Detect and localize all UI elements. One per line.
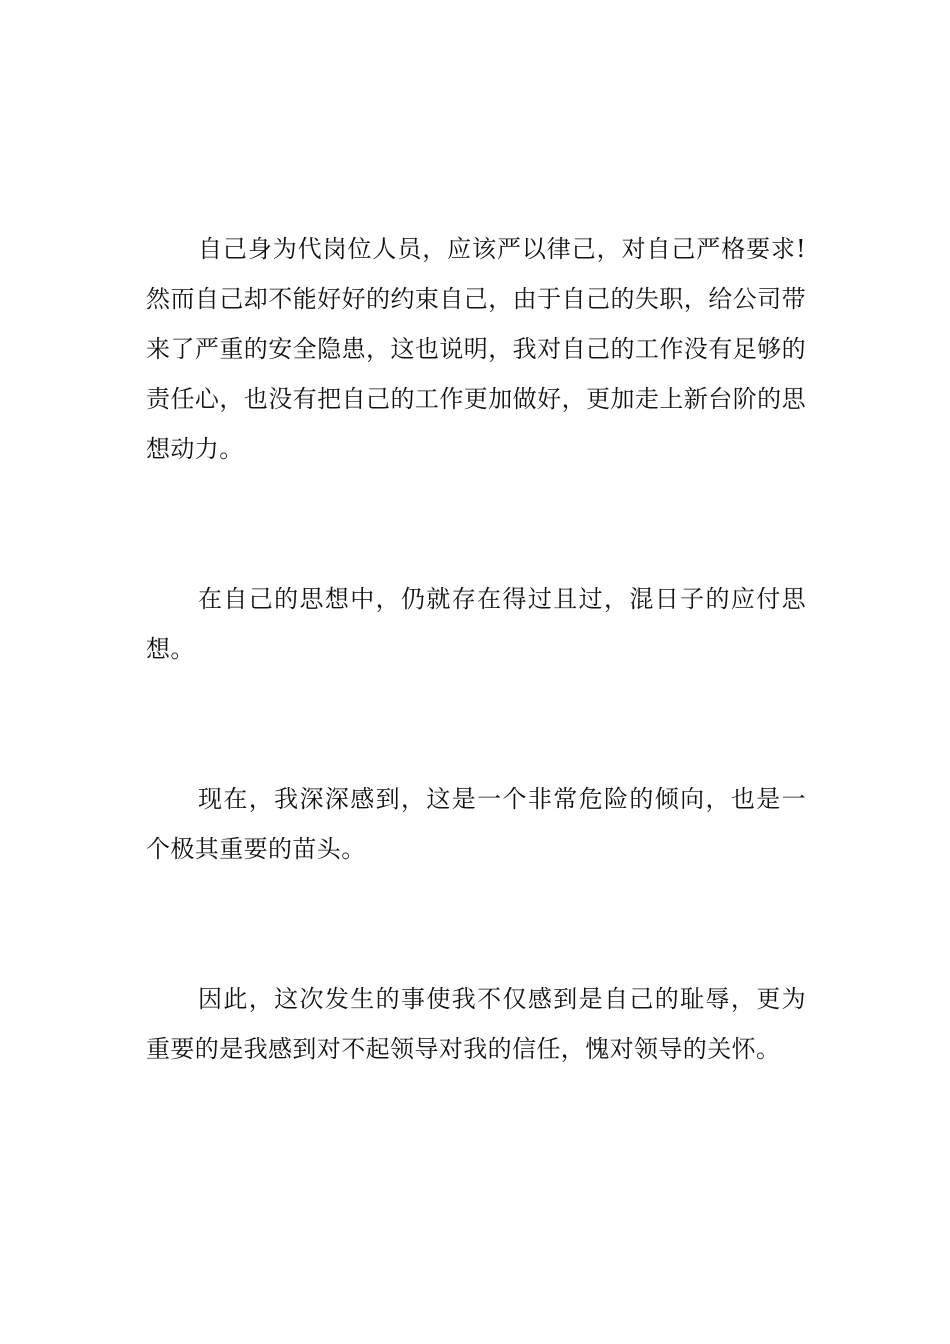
paragraph-mindset: 在自己的思想中，仍就存在得过且过，混日子的应付思想。	[146, 585, 806, 663]
paragraph-responsibility: 自己身为代岗位人员，应该严以律己，对自己严格要求!然而自己却不能好好的约束自己，由于自己的失职，给公司带来了严重的安全隐患，这也说明，我对自己的工作没有足够的责任心，也没有把自己的工作更加做好，更加走上新台阶的思想动力。	[146, 235, 806, 463]
paragraph-shame: 因此，这次发生的事使我不仅感到是自己的耻辱，更为重要的是我感到对不起领导对我的信任，愧对领导的关怀。	[146, 985, 806, 1063]
paragraph-danger: 现在，我深深感到，这是一个非常危险的倾向，也是一个极其重要的苗头。	[146, 785, 806, 863]
